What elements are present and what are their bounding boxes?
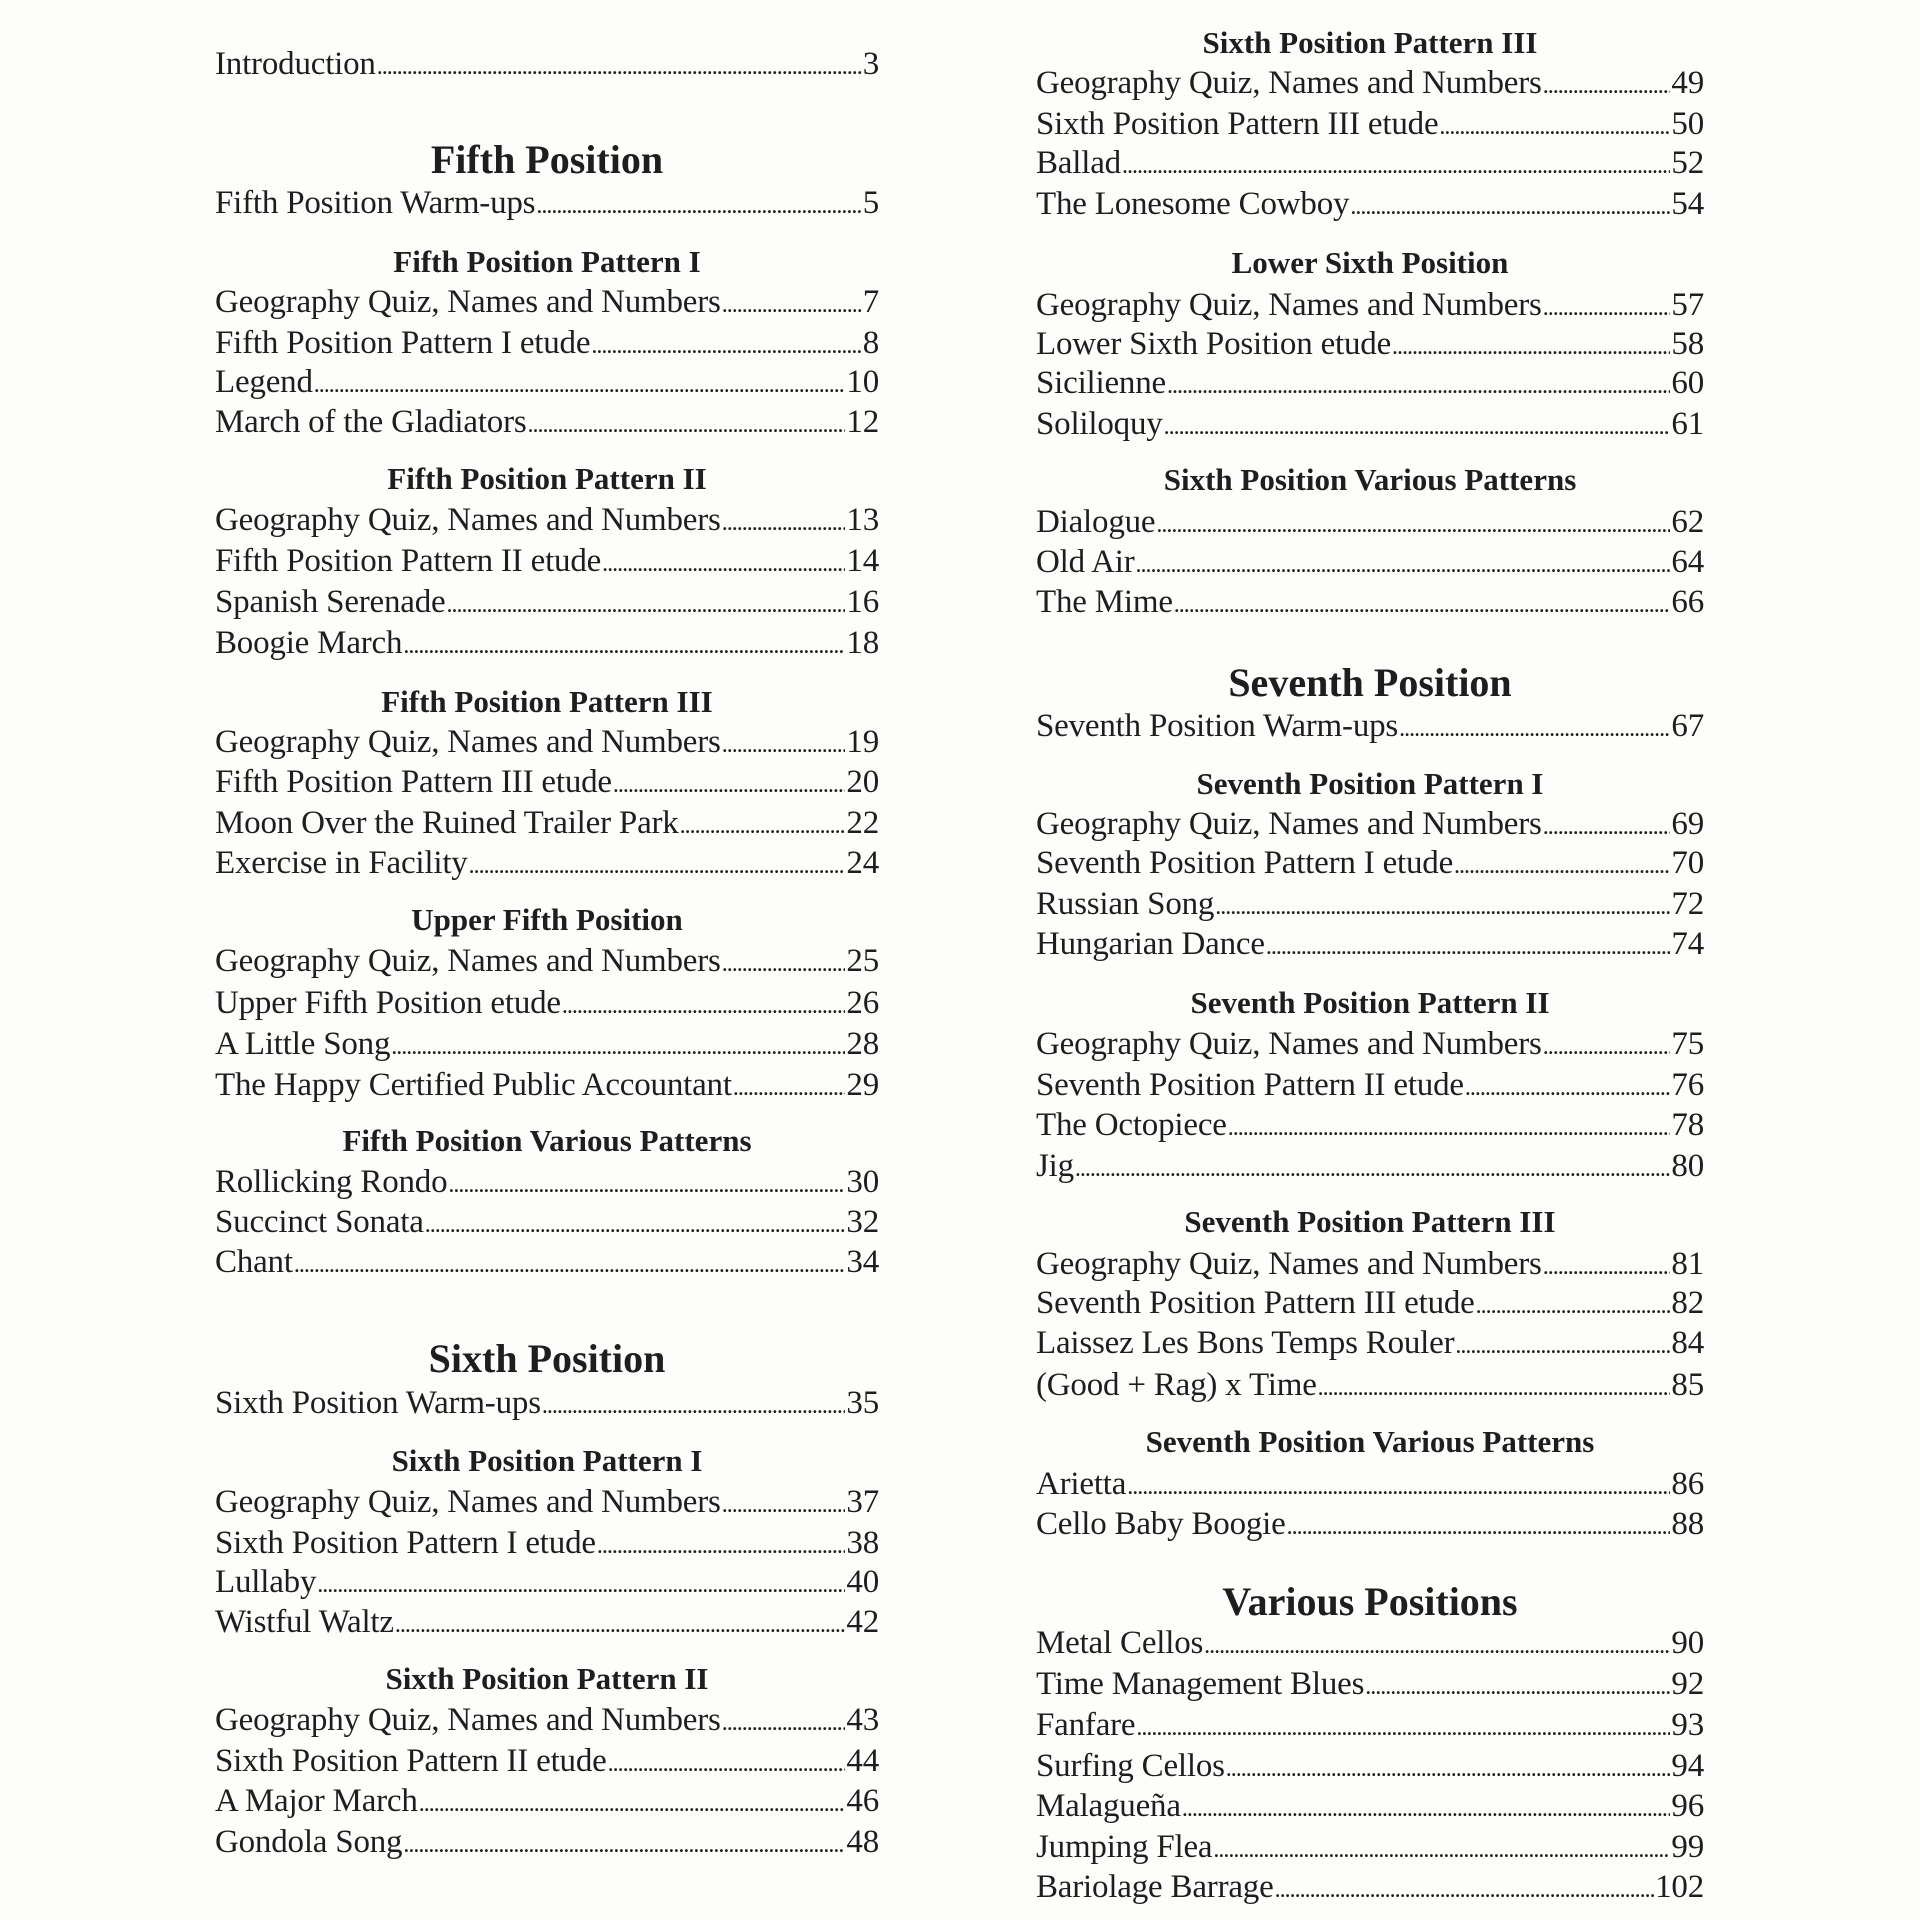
toc-entry	[1036, 502, 1704, 542]
entry-title: Gondola Song	[215, 1824, 403, 1860]
dot-leader	[317, 1562, 845, 1605]
toc-entry	[1036, 582, 1704, 622]
page-number: 19	[846, 724, 879, 760]
page-number: 44	[846, 1743, 879, 1779]
subsection-heading: Sixth Position Pattern II	[385, 1661, 709, 1696]
page-number: 61	[1671, 406, 1704, 442]
dot-leader	[1275, 1867, 1655, 1910]
toc-entry	[215, 762, 879, 802]
entry-title: Fifth Position Pattern III etude	[215, 764, 612, 800]
entry-title: March of the Gladiators	[215, 404, 527, 440]
toc-entry	[1036, 63, 1704, 103]
entry-title: Hungarian Dance	[1036, 926, 1265, 962]
page-number: 5	[862, 185, 879, 221]
dot-leader	[1122, 143, 1670, 186]
toc-entry	[215, 1162, 879, 1202]
page-number: 42	[846, 1604, 879, 1640]
entry-title: Geography Quiz, Names and Numbers	[1036, 287, 1542, 323]
toc-entry	[1036, 324, 1704, 364]
toc-entry	[1036, 1365, 1704, 1405]
entry-title: Metal Cellos	[1036, 1625, 1204, 1661]
entry-title: Seventh Position Pattern II etude	[1036, 1067, 1464, 1103]
page-number: 84	[1671, 1325, 1704, 1361]
dot-leader	[1543, 1244, 1671, 1287]
dot-leader	[722, 1482, 846, 1525]
dot-leader	[1392, 324, 1670, 367]
page-number: 24	[846, 845, 879, 881]
entry-title: Jumping Flea	[1036, 1829, 1213, 1865]
entry-title: Surfing Cellos	[1036, 1748, 1225, 1784]
toc-entry	[215, 500, 879, 540]
toc-entry	[1036, 285, 1704, 325]
page-number: 49	[1671, 65, 1704, 101]
toc-entry	[1036, 924, 1704, 964]
entry-title: Seventh Position Pattern III etude	[1036, 1285, 1475, 1321]
toc-entry	[215, 983, 879, 1023]
entry-title: Introduction	[215, 46, 376, 82]
page-number: 90	[1671, 1625, 1704, 1661]
toc-entry	[215, 282, 879, 322]
page-number: 50	[1671, 106, 1704, 142]
dot-leader	[1215, 884, 1670, 927]
entry-title: Seventh Position Warm-ups	[1036, 708, 1399, 744]
page-number: 26	[846, 985, 879, 1021]
dot-leader	[447, 582, 846, 625]
dot-leader	[419, 1781, 846, 1824]
page-number: 92	[1671, 1666, 1704, 1702]
page-number: 10	[846, 364, 879, 400]
toc-entry	[1036, 1105, 1704, 1145]
toc-entry	[1036, 404, 1704, 444]
page-number: 34	[846, 1244, 879, 1280]
dot-leader	[1136, 1705, 1670, 1748]
subsection-heading: Fifth Position Pattern I	[393, 244, 701, 279]
entry-title: Geography Quiz, Names and Numbers	[1036, 1026, 1542, 1062]
section-heading: Fifth Position	[430, 137, 664, 182]
toc-entry	[1036, 1065, 1704, 1105]
toc-left-column	[215, 0, 879, 1920]
toc-entry	[215, 1562, 879, 1602]
page-number: 35	[846, 1385, 879, 1421]
entry-title: Boogie March	[215, 625, 403, 661]
dot-leader	[1543, 285, 1671, 328]
toc-entry	[1036, 363, 1704, 403]
entry-title: Lower Sixth Position etude	[1036, 326, 1392, 362]
entry-title: Geography Quiz, Names and Numbers	[215, 1702, 721, 1738]
entry-title: The Mime	[1036, 584, 1173, 620]
toc-entry	[215, 722, 879, 762]
toc-entry	[215, 1822, 879, 1862]
entry-title: Fifth Position Warm-ups	[215, 185, 536, 221]
entry-title: Bariolage Barrage	[1036, 1869, 1274, 1905]
page-number: 28	[846, 1026, 879, 1062]
dot-leader	[722, 1700, 846, 1743]
page-number: 46	[846, 1783, 879, 1819]
page-number: 60	[1671, 365, 1704, 401]
dot-leader	[1318, 1365, 1671, 1408]
toc-entry	[1036, 1786, 1704, 1826]
toc-entry	[1036, 804, 1704, 844]
dot-leader	[1136, 542, 1671, 585]
entry-title: Geography Quiz, Names and Numbers	[1036, 65, 1542, 101]
dot-leader	[1213, 1827, 1670, 1870]
page-number: 7	[862, 284, 879, 320]
toc-entry	[215, 843, 879, 883]
toc-entry	[1036, 1323, 1704, 1363]
toc-entry	[215, 623, 879, 663]
dot-leader	[602, 541, 845, 584]
toc-entry-introduction	[215, 44, 879, 84]
dot-leader	[1266, 924, 1671, 967]
entry-title: Rollicking Rondo	[215, 1164, 448, 1200]
entry-title: Succinct Sonata	[215, 1204, 424, 1240]
page-number: 52	[1671, 145, 1704, 181]
dot-leader	[391, 1024, 845, 1067]
subsection-heading: Sixth Position Various Patterns	[1163, 462, 1577, 497]
toc-entry	[215, 323, 879, 363]
toc-entry	[1036, 1827, 1704, 1867]
dot-leader	[314, 362, 846, 405]
subsection-heading: Sixth Position Pattern III	[1202, 25, 1538, 60]
dot-leader	[1350, 184, 1670, 227]
dot-leader	[1465, 1065, 1671, 1108]
entry-title: Jig	[1036, 1148, 1074, 1184]
page-number: 74	[1671, 926, 1704, 962]
page-number: 18	[846, 625, 879, 661]
dot-leader	[403, 623, 845, 666]
toc-entry	[1036, 1283, 1704, 1323]
page-number: 81	[1671, 1246, 1704, 1282]
entry-title: Sixth Position Pattern II etude	[215, 1743, 607, 1779]
section-heading: Sixth Position	[428, 1336, 666, 1381]
entry-title: Chant	[215, 1244, 293, 1280]
entry-title: Lullaby	[215, 1564, 317, 1600]
toc-entry	[215, 1024, 879, 1064]
page-number: 78	[1671, 1107, 1704, 1143]
toc-entry	[1036, 1664, 1704, 1704]
dot-leader	[680, 803, 846, 846]
page-number: 25	[846, 943, 879, 979]
page-number: 64	[1671, 544, 1704, 580]
page-number: 58	[1671, 326, 1704, 362]
toc-entry	[215, 362, 879, 402]
entry-title: Geography Quiz, Names and Numbers	[215, 502, 721, 538]
dot-leader	[425, 1202, 846, 1245]
dot-leader	[1454, 843, 1670, 886]
subsection-heading: Seventh Position Pattern III	[1184, 1204, 1556, 1239]
dot-leader	[403, 1822, 845, 1865]
dot-leader	[1476, 1283, 1671, 1326]
page-number: 54	[1671, 186, 1704, 222]
page-number: 37	[846, 1484, 879, 1520]
dot-leader	[722, 282, 862, 325]
entry-title: Dialogue	[1036, 504, 1156, 540]
page-number: 14	[846, 543, 879, 579]
dot-leader	[608, 1741, 846, 1784]
page-number: 32	[846, 1204, 879, 1240]
toc-entry	[1036, 1867, 1704, 1907]
page-number: 93	[1671, 1707, 1704, 1743]
entry-title: Legend	[215, 364, 313, 400]
toc-right-column	[1036, 0, 1704, 1920]
page-number: 85	[1671, 1367, 1704, 1403]
entry-title: Sixth Position Pattern III etude	[1036, 106, 1439, 142]
entry-title: Cello Baby Boogie	[1036, 1506, 1286, 1542]
dot-leader	[1439, 104, 1670, 147]
page-number: 94	[1671, 1748, 1704, 1784]
entry-title: Spanish Serenade	[215, 584, 446, 620]
entry-title: Laissez Les Bons Temps Rouler	[1036, 1325, 1455, 1361]
page-number: 88	[1671, 1506, 1704, 1542]
dot-leader	[722, 941, 846, 984]
toc-entry	[1036, 1146, 1704, 1186]
toc-entry	[1036, 1746, 1704, 1786]
entry-title: Exercise in Facility	[215, 845, 468, 881]
dot-leader	[613, 762, 846, 805]
toc-entry	[1036, 184, 1704, 224]
dot-leader	[1543, 1024, 1671, 1067]
page-number: 70	[1671, 845, 1704, 881]
entry-title: Fifth Position Pattern II etude	[215, 543, 602, 579]
dot-leader	[395, 1602, 846, 1645]
entry-title: Sixth Position Pattern I etude	[215, 1525, 596, 1561]
toc-entry	[1036, 1244, 1704, 1284]
page-number: 80	[1671, 1148, 1704, 1184]
dot-leader	[591, 323, 861, 366]
dot-leader	[294, 1242, 846, 1285]
entry-title: Time Management Blues	[1036, 1666, 1365, 1702]
page-number: 20	[846, 764, 879, 800]
page-number: 86	[1671, 1466, 1704, 1502]
entry-title: Geography Quiz, Names and Numbers	[1036, 1246, 1542, 1282]
toc-entry	[215, 1523, 879, 1563]
page-number: 40	[846, 1564, 879, 1600]
toc-entry	[1036, 104, 1704, 144]
entry-title: Wistful Waltz	[215, 1604, 394, 1640]
page-number: 99	[1671, 1829, 1704, 1865]
entry-title: The Lonesome Cowboy	[1036, 186, 1350, 222]
toc-entry	[215, 1602, 879, 1642]
dot-leader	[536, 183, 861, 226]
dot-leader	[1127, 1464, 1670, 1507]
toc-entry	[215, 1242, 879, 1282]
entry-title: Ballad	[1036, 145, 1121, 181]
page-number: 69	[1671, 806, 1704, 842]
entry-title: Fanfare	[1036, 1707, 1136, 1743]
entry-title: Malagueña	[1036, 1788, 1181, 1824]
entry-title: The Happy Certified Public Accountant	[215, 1067, 732, 1103]
dot-leader	[1226, 1746, 1671, 1789]
subsection-heading: Seventh Position Various Patterns	[1145, 1424, 1595, 1459]
dot-leader	[1156, 502, 1670, 545]
toc-entry	[1036, 1623, 1704, 1663]
subsection-heading: Upper Fifth Position	[411, 902, 683, 937]
subsection-heading: Fifth Position Pattern II	[387, 461, 707, 496]
entry-title: (Good + Rag) x Time	[1036, 1367, 1317, 1403]
page-number: 57	[1671, 287, 1704, 323]
page-number: 66	[1671, 584, 1704, 620]
entry-title: Moon Over the Ruined Trailer Park	[215, 805, 679, 841]
entry-title: Sicilienne	[1036, 365, 1166, 401]
page-number: 102	[1655, 1869, 1704, 1905]
toc-entry	[215, 1700, 879, 1740]
subsection-heading: Seventh Position Pattern I	[1196, 766, 1544, 801]
subsection-heading: Sixth Position Pattern I	[391, 1443, 703, 1478]
toc-entry	[1036, 843, 1704, 883]
page-number: 3	[862, 46, 879, 82]
toc-entry	[215, 803, 879, 843]
page-number: 48	[846, 1824, 879, 1860]
dot-leader	[1164, 404, 1671, 447]
entry-title: Soliloquy	[1036, 406, 1163, 442]
dot-leader	[722, 500, 846, 543]
page-number: 76	[1671, 1067, 1704, 1103]
page-number: 38	[846, 1525, 879, 1561]
subsection-heading: Seventh Position Pattern II	[1190, 985, 1550, 1020]
entry-title: Geography Quiz, Names and Numbers	[215, 1484, 721, 1520]
entry-title: Seventh Position Pattern I etude	[1036, 845, 1454, 881]
page-number: 30	[846, 1164, 879, 1200]
entry-title: Upper Fifth Position etude	[215, 985, 561, 1021]
dot-leader	[542, 1383, 846, 1426]
toc-entry	[215, 1741, 879, 1781]
toc-entry	[1036, 884, 1704, 924]
toc-entry	[1036, 1504, 1704, 1544]
dot-leader	[1167, 363, 1670, 406]
dot-leader	[733, 1065, 846, 1108]
toc-entry	[1036, 706, 1704, 746]
section-heading: Seventh Position	[1228, 660, 1512, 705]
entry-title: Geography Quiz, Names and Numbers	[215, 943, 721, 979]
dot-leader	[1204, 1623, 1670, 1666]
dot-leader	[1455, 1323, 1670, 1366]
dot-leader	[1543, 63, 1671, 106]
page-number: 96	[1671, 1788, 1704, 1824]
entry-title: Old Air	[1036, 544, 1135, 580]
subsection-heading: Fifth Position Various Patterns	[342, 1123, 752, 1158]
dot-leader	[1543, 804, 1671, 847]
page-number: 16	[846, 584, 879, 620]
entry-title: Russian Song	[1036, 886, 1215, 922]
toc-entry	[215, 183, 879, 223]
entry-title: Sixth Position Warm-ups	[215, 1385, 541, 1421]
page-number: 8	[862, 325, 879, 361]
toc-entry	[1036, 542, 1704, 582]
subsection-heading: Lower Sixth Position	[1231, 245, 1509, 280]
subsection-heading: Fifth Position Pattern III	[381, 684, 713, 719]
section-heading: Various Positions	[1222, 1579, 1518, 1624]
dot-leader	[597, 1523, 846, 1566]
toc-entry	[215, 582, 879, 622]
dot-leader	[469, 843, 846, 886]
dot-leader	[1174, 582, 1671, 625]
toc-entry	[215, 541, 879, 581]
page-number: 62	[1671, 504, 1704, 540]
page-number: 67	[1671, 708, 1704, 744]
entry-title: A Little Song	[215, 1026, 391, 1062]
page-number: 43	[846, 1702, 879, 1738]
entry-title: The Octopiece	[1036, 1107, 1227, 1143]
dot-leader	[562, 983, 846, 1026]
entry-title: A Major March	[215, 1783, 418, 1819]
toc-entry	[1036, 1024, 1704, 1064]
toc-entry	[215, 941, 879, 981]
dot-leader	[528, 402, 846, 445]
entry-title: Geography Quiz, Names and Numbers	[1036, 806, 1542, 842]
entry-title: Fifth Position Pattern I etude	[215, 325, 591, 361]
toc-entry	[215, 1065, 879, 1105]
dot-leader	[1228, 1105, 1671, 1148]
toc-entry	[1036, 143, 1704, 183]
dot-leader	[1182, 1786, 1671, 1829]
page-number: 82	[1671, 1285, 1704, 1321]
dot-leader	[1365, 1664, 1670, 1707]
toc-entry	[215, 1781, 879, 1821]
toc-entry	[215, 1202, 879, 1242]
toc-entry	[1036, 1705, 1704, 1745]
toc-entry	[1036, 1464, 1704, 1504]
page-number: 29	[846, 1067, 879, 1103]
entry-title: Geography Quiz, Names and Numbers	[215, 284, 721, 320]
page-number: 12	[846, 404, 879, 440]
dot-leader	[722, 722, 846, 765]
page-number: 72	[1671, 886, 1704, 922]
toc-entry	[215, 402, 879, 442]
dot-leader	[448, 1162, 845, 1205]
toc-entry	[215, 1482, 879, 1522]
dot-leader	[1075, 1146, 1670, 1189]
dot-leader	[377, 44, 862, 87]
entry-title: Geography Quiz, Names and Numbers	[215, 724, 721, 760]
toc-entry	[215, 1383, 879, 1423]
page-number: 22	[846, 805, 879, 841]
page-number: 13	[846, 502, 879, 538]
dot-leader	[1399, 706, 1670, 749]
entry-title: Arietta	[1036, 1466, 1127, 1502]
dot-leader	[1287, 1504, 1671, 1547]
page-number: 75	[1671, 1026, 1704, 1062]
